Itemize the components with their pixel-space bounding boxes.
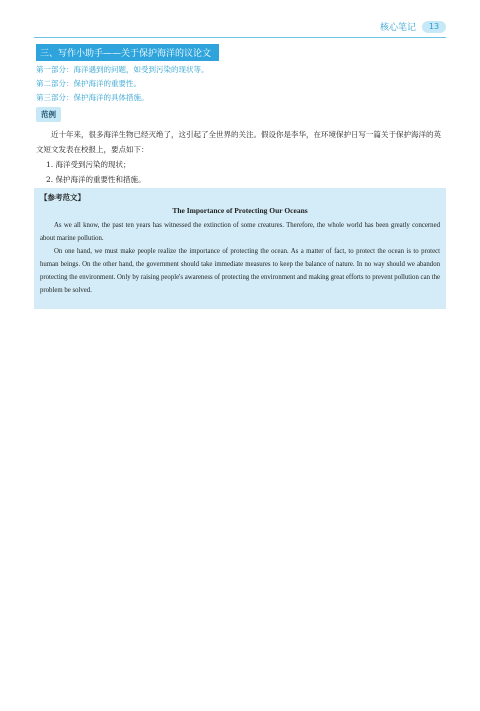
header-title: 核心笔记 xyxy=(379,23,416,33)
requirement-1: 1. 海洋受到污染的现状； xyxy=(46,160,131,169)
essay-title: The Importance of Protecting Our Oceans xyxy=(172,206,308,215)
outline-part-3: 第三部分：保护海洋的具体措施。 xyxy=(36,93,149,102)
outline-part-2: 第二部分：保护海洋的重要性。 xyxy=(36,79,141,88)
page-number: 13 xyxy=(422,21,446,33)
section-heading: 三、写作小助手——关于保护海洋的议论文 xyxy=(36,44,219,61)
essay-paragraph-2: On one hand, we must make people realize the importance of protecting the ocean. As a matter of fact, to protect the ocean is to protect human beings. On the other hand, the government should take immediate measures to keep the balance of nature. In no way should we abandon protecting the environment. Only by raising people's awareness of protecting the environment and making great efforts to prevent pollution can the problem be solved. xyxy=(40,248,440,294)
sample-label: 【参考范文】 xyxy=(40,193,85,202)
header-divider xyxy=(34,37,446,38)
essay-paragraph-1: As we all know, the past ten years has witnessed the extinction of some creatures. Therefore, the whole world has been greatly concerned about marine pollution. xyxy=(40,222,440,242)
page-header xyxy=(380,20,446,33)
requirement-2: 2. 保护海洋的重要性和措施。 xyxy=(46,175,146,184)
example-prompt xyxy=(36,127,446,187)
essay-body xyxy=(40,219,440,297)
sample-essay-box xyxy=(34,188,446,309)
example-tag: 范例 xyxy=(36,107,61,122)
outline-part-1: 第一部分：海洋遇到的问题，如受到污染的现状等。 xyxy=(36,65,209,74)
outline-parts xyxy=(36,63,209,105)
prompt-text: 近十年来，很多海洋生物已经灭绝了，这引起了全世界的关注。假设你是李华，在环境保护日写一篇关于保护海洋的英文短文发表在校报上，要点如下： xyxy=(36,130,441,154)
